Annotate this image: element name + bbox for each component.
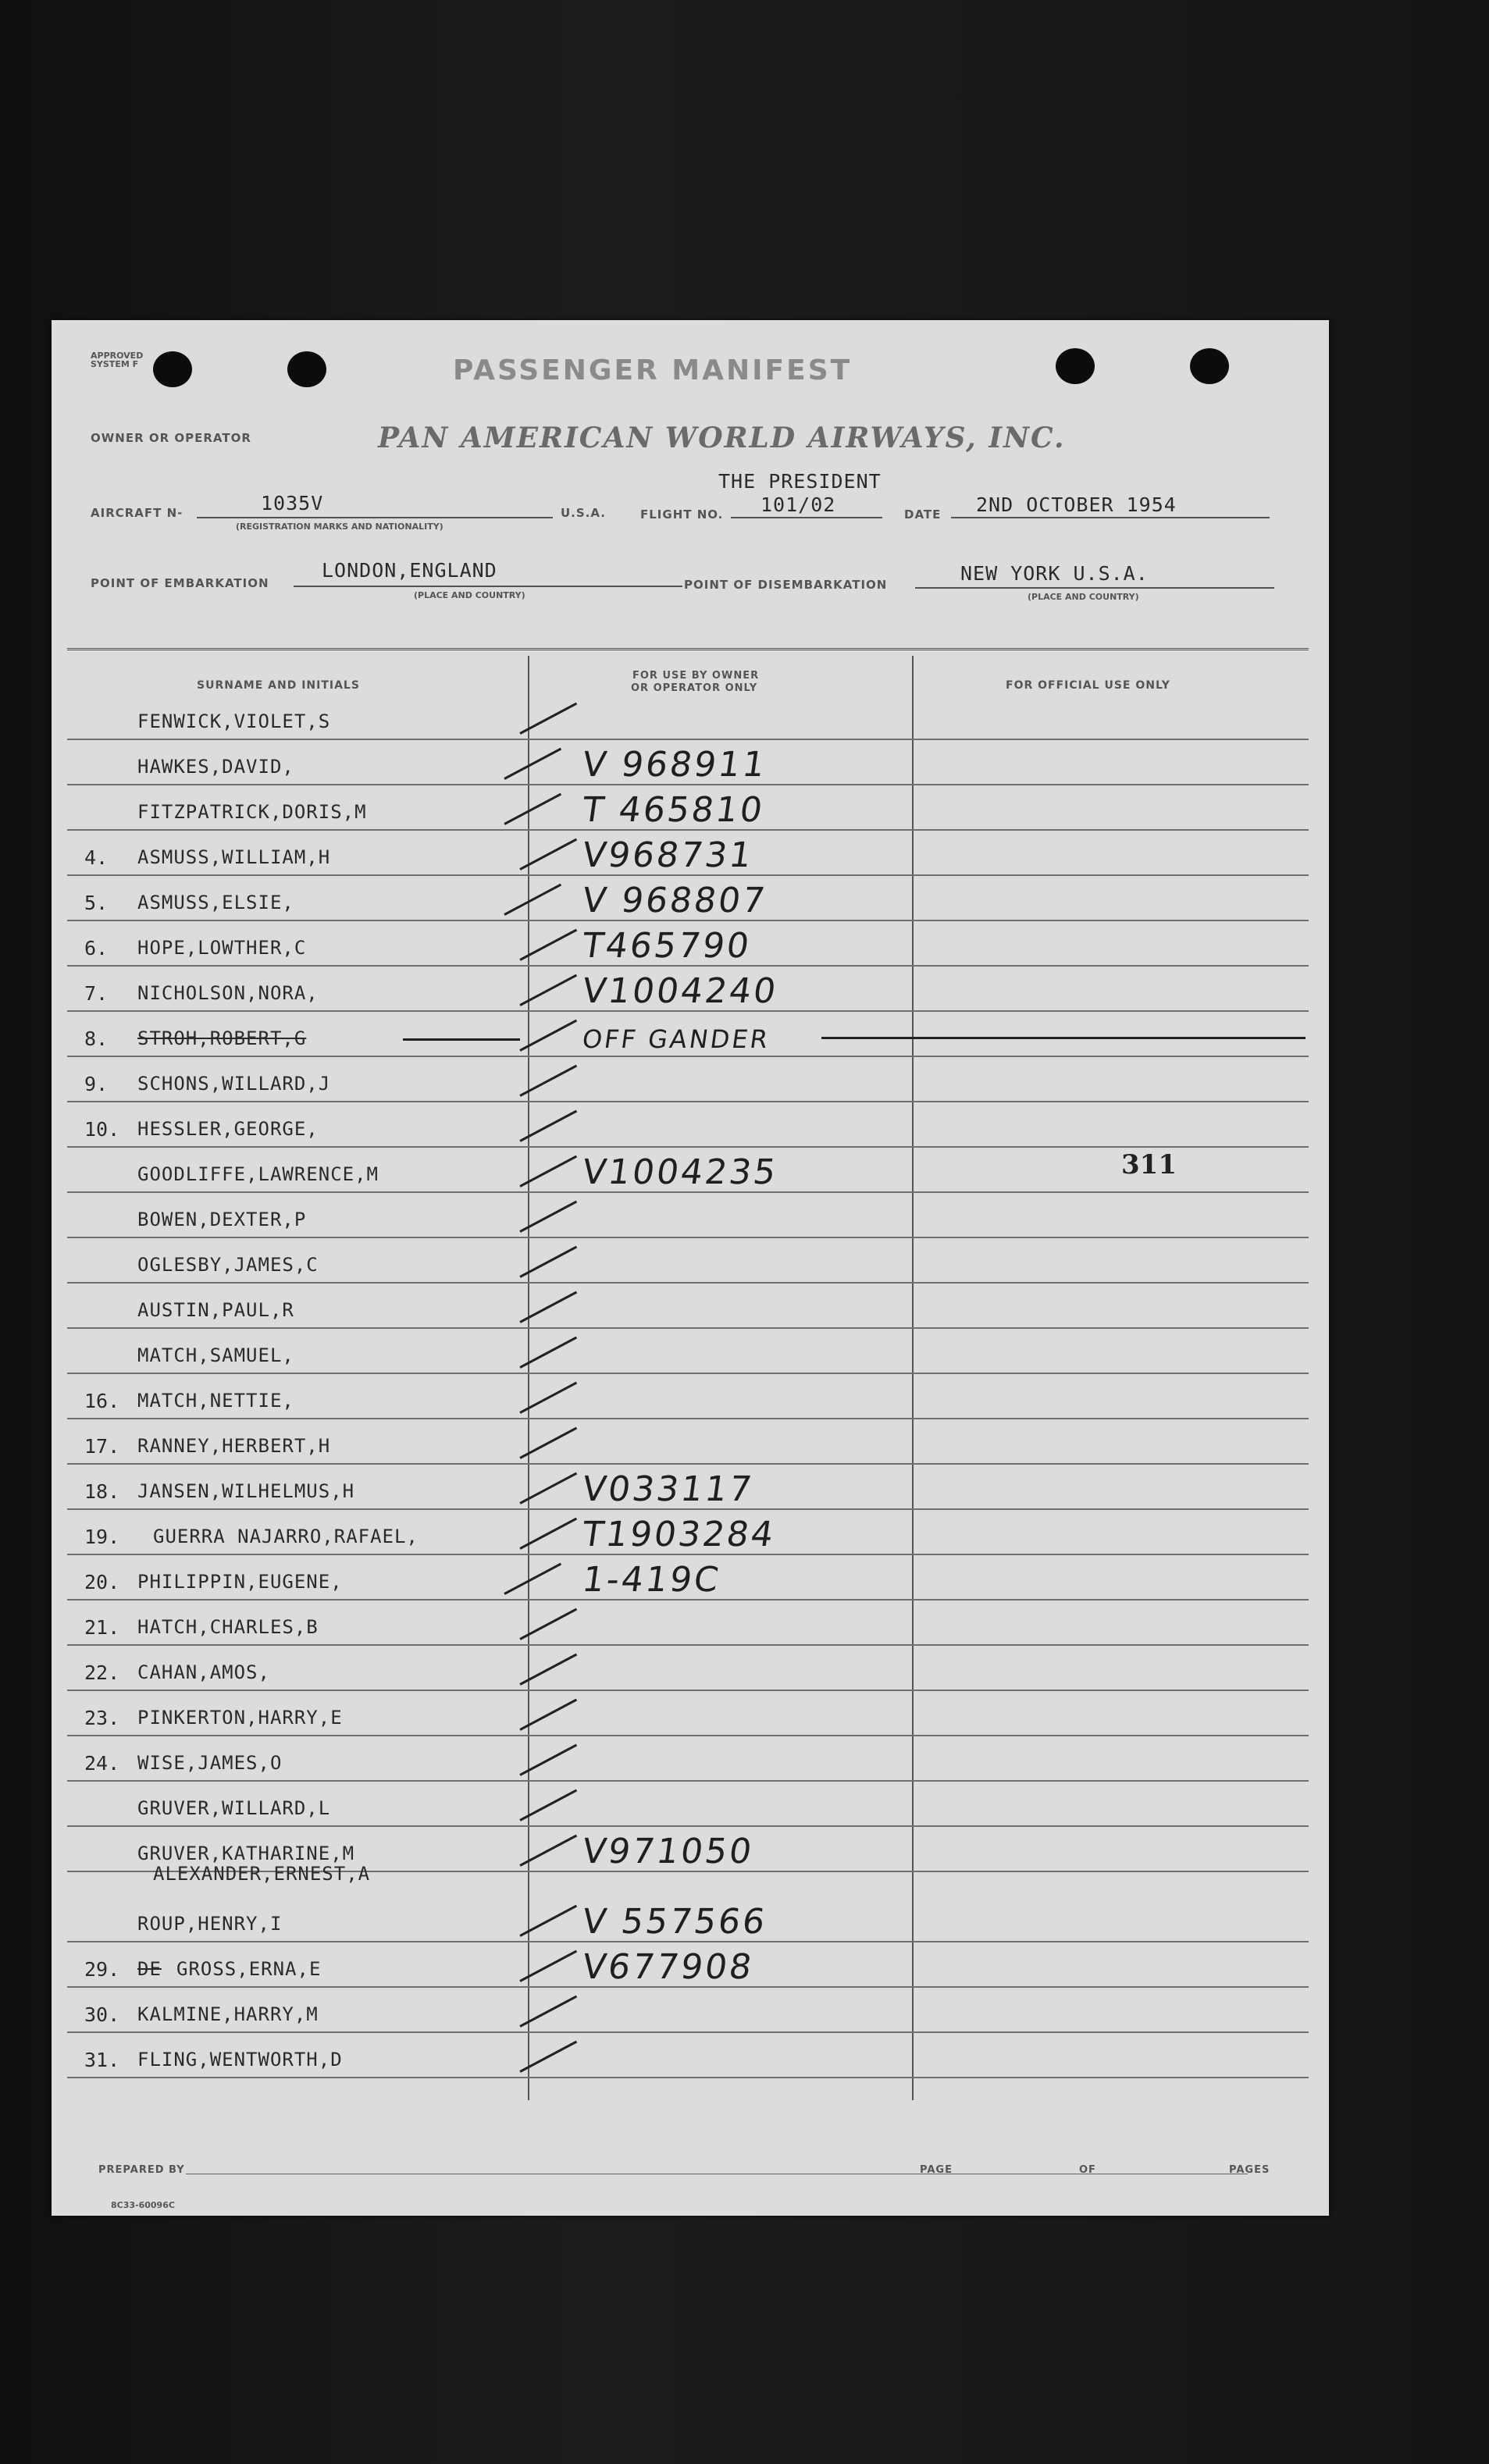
passenger-name: CAHAN,AMOS, xyxy=(137,1661,270,1683)
plane-name: THE PRESIDENT xyxy=(718,470,882,493)
passenger-name: KALMINE,HARRY,M xyxy=(137,2003,319,2025)
passenger-name: OGLESBY,JAMES,C xyxy=(137,1254,319,1276)
date-label: DATE xyxy=(904,507,942,522)
handwritten-note: V971050 xyxy=(579,1832,757,1871)
official-use-header: FOR OFFICIAL USE ONLY xyxy=(1006,679,1170,692)
handwritten-note: V 557566 xyxy=(579,1902,770,1942)
row-number: 19. xyxy=(84,1526,120,1548)
row-rule xyxy=(67,1146,1309,1148)
row-rule xyxy=(67,1282,1309,1284)
row-number: 4. xyxy=(84,846,109,869)
row-rule xyxy=(67,2031,1309,2033)
row-number: 20. xyxy=(84,1571,120,1593)
punch-hole xyxy=(153,351,192,387)
manifest-sheet xyxy=(52,320,1329,2216)
owner-use-header-2: OR OPERATOR ONLY xyxy=(631,682,758,694)
passenger-name: MATCH,SAMUEL, xyxy=(137,1344,294,1366)
passenger-name: MATCH,NETTIE, xyxy=(137,1390,294,1412)
embark-caption: (PLACE AND COUNTRY) xyxy=(414,590,525,600)
struck-prefix: DE xyxy=(137,1958,162,1980)
row-rule xyxy=(67,739,1309,740)
row-rule xyxy=(67,1101,1309,1102)
passenger-name: NICHOLSON,NORA, xyxy=(137,982,319,1004)
check-mark xyxy=(504,748,561,780)
row-number: 30. xyxy=(84,2003,120,2026)
row-rule xyxy=(67,2077,1309,2078)
handwritten-note: V968731 xyxy=(579,835,757,875)
passenger-name: GRUVER,KATHARINE,M xyxy=(137,1843,355,1864)
flight-line xyxy=(731,517,882,518)
punch-hole xyxy=(287,351,326,387)
handwritten-note: V1004240 xyxy=(579,971,781,1011)
passenger-name: GUERRA NAJARRO,RAFAEL, xyxy=(153,1526,419,1547)
handwritten-note: T465790 xyxy=(579,926,754,966)
owner-use-header: FOR USE BY OWNER xyxy=(632,670,760,682)
row-rule xyxy=(67,1735,1309,1736)
passenger-name: ASMUSS,WILLIAM,H xyxy=(137,846,331,868)
passenger-name: PHILIPPIN,EUGENE, xyxy=(137,1571,343,1593)
aircraft-label: AIRCRAFT N- xyxy=(91,506,183,520)
disembark-place: NEW YORK U.S.A. xyxy=(960,562,1149,585)
embark-label: POINT OF EMBARKATION xyxy=(91,576,269,590)
row-number: 10. xyxy=(84,1118,120,1141)
row-number: 17. xyxy=(84,1435,120,1458)
aircraft-line xyxy=(197,517,553,518)
row-number: 24. xyxy=(84,1752,120,1775)
table-top-rule xyxy=(67,648,1309,650)
row-number: 16. xyxy=(84,1390,120,1412)
form-number: 8C33-60096C xyxy=(111,2200,175,2210)
passenger-name: FITZPATRICK,DORIS,M xyxy=(137,801,367,823)
row-number: 21. xyxy=(84,1616,120,1639)
row-number: 22. xyxy=(84,1661,120,1684)
passenger-name: STROH,ROBERT,G xyxy=(137,1027,307,1049)
operator-name: PAN AMERICAN WORLD AIRWAYS, INC. xyxy=(378,422,1066,454)
passenger-name: ASMUSS,ELSIE, xyxy=(137,892,294,913)
handwritten-note: V 968911 xyxy=(579,745,770,785)
embark-line xyxy=(294,586,682,587)
row-rule xyxy=(67,1690,1309,1691)
passenger-name: FENWICK,VIOLET,S xyxy=(137,710,331,732)
of-label: OF xyxy=(1079,2164,1096,2176)
surname-header: SURNAME AND INITIALS xyxy=(197,679,360,692)
handwritten-note: V677908 xyxy=(579,1947,757,1987)
row-rule xyxy=(67,1373,1309,1374)
passenger-name: HESSLER,GEORGE, xyxy=(137,1118,319,1140)
passenger-name: AUSTIN,PAUL,R xyxy=(137,1299,294,1321)
passenger-name: JANSEN,WILHELMUS,H xyxy=(137,1480,355,1502)
row-rule xyxy=(67,1644,1309,1646)
passenger-name: HOPE,LOWTHER,C xyxy=(137,937,307,959)
disembark-line xyxy=(915,587,1274,589)
passenger-name: GRUVER,WILLARD,L xyxy=(137,1797,331,1819)
disembark-caption: (PLACE AND COUNTRY) xyxy=(1028,592,1139,602)
flight-label: FLIGHT NO. xyxy=(640,507,724,522)
row-rule xyxy=(67,1237,1309,1238)
embark-place: LONDON,ENGLAND xyxy=(322,559,497,582)
manifest-date: 2ND OCTOBER 1954 xyxy=(976,493,1177,516)
row-number: 6. xyxy=(84,937,109,960)
passenger-name: FLING,WENTWORTH,D xyxy=(137,2049,343,2071)
row-rule xyxy=(67,1418,1309,1419)
passenger-name: GROSS,ERNA,E xyxy=(176,1958,322,1980)
row-rule xyxy=(67,1780,1309,1782)
handwritten-note: T1903284 xyxy=(579,1515,778,1554)
pages-label: PAGES xyxy=(1229,2164,1270,2176)
row-number: 9. xyxy=(84,1073,109,1095)
owner-label: OWNER OR OPERATOR xyxy=(91,431,251,445)
check-mark xyxy=(504,884,561,916)
page-title: PASSENGER MANIFEST xyxy=(453,354,853,386)
check-mark xyxy=(504,1563,561,1595)
row-number: 5. xyxy=(84,892,109,914)
row-rule xyxy=(67,1327,1309,1329)
handwritten-note: T 465810 xyxy=(579,790,768,830)
handwritten-note: OFF GANDER xyxy=(580,1024,772,1054)
row-rule xyxy=(67,1056,1309,1057)
passenger-name: HAWKES,DAVID, xyxy=(137,756,294,778)
punch-hole xyxy=(1056,348,1095,384)
row-rule xyxy=(67,1825,1309,1827)
prepared-by-label: PREPARED BY xyxy=(98,2164,185,2176)
official-mark: 311 xyxy=(1121,1149,1177,1180)
flight-number: 101/02 xyxy=(761,493,836,516)
aircraft-number: 1035V xyxy=(261,492,324,515)
column-divider xyxy=(912,656,914,2100)
cancel-stroke xyxy=(821,1037,1306,1039)
row-rule xyxy=(67,1463,1309,1465)
date-line xyxy=(951,517,1270,518)
check-mark xyxy=(504,793,561,825)
page-label: PAGE xyxy=(920,2164,953,2176)
handwritten-note: V 968807 xyxy=(579,881,770,920)
passenger-name: SCHONS,WILLARD,J xyxy=(137,1073,331,1095)
approved-stamp: APPROVED SYSTEM F xyxy=(91,351,144,369)
column-divider xyxy=(528,656,529,2100)
handwritten-note: 1-419C xyxy=(579,1560,724,1600)
handwritten-note: V1004235 xyxy=(579,1152,781,1192)
passenger-name: RANNEY,HERBERT,H xyxy=(137,1435,331,1457)
passenger-name: BOWEN,DEXTER,P xyxy=(137,1209,307,1230)
passenger-name: HATCH,CHARLES,B xyxy=(137,1616,319,1638)
row-number: 18. xyxy=(84,1480,120,1503)
cancel-stroke xyxy=(403,1038,520,1041)
row-number: 8. xyxy=(84,1027,109,1050)
registration-caption: (REGISTRATION MARKS AND NATIONALITY) xyxy=(236,522,443,532)
handwritten-note: V033117 xyxy=(579,1469,757,1509)
row-number: 23. xyxy=(84,1707,120,1729)
passenger-name: PINKERTON,HARRY,E xyxy=(137,1707,343,1729)
usa-label: U.S.A. xyxy=(561,506,606,520)
row-number: 7. xyxy=(84,982,109,1005)
passenger-name: ALEXANDER,ERNEST,A xyxy=(153,1863,371,1885)
punch-hole xyxy=(1190,348,1229,384)
passenger-name: GOODLIFFE,LAWRENCE,M xyxy=(137,1163,379,1185)
disembark-label: POINT OF DISEMBARKATION xyxy=(684,578,888,592)
row-number: 29. xyxy=(84,1958,120,1981)
passenger-name: WISE,JAMES,O xyxy=(137,1752,283,1774)
row-number: 31. xyxy=(84,2049,120,2071)
passenger-name: ROUP,HENRY,I xyxy=(137,1913,283,1935)
